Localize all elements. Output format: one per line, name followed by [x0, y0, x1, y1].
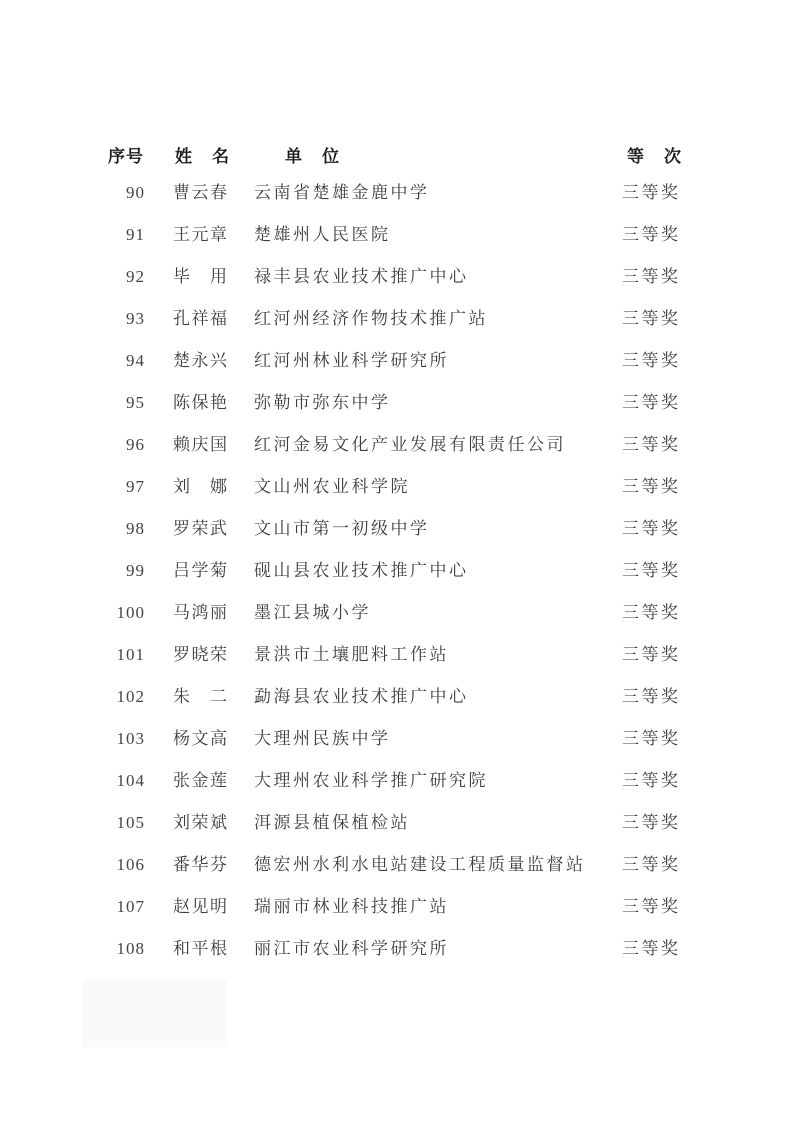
cell-unit: 楚雄州人民医院	[254, 225, 391, 244]
cell-award-level: 三等奖	[622, 561, 681, 580]
cell-unit: 勐海县农业技术推广中心	[254, 687, 469, 706]
cell-award-level: 三等奖	[622, 519, 681, 538]
cell-serial-number: 99	[126, 561, 145, 580]
table-row	[0, 351, 793, 371]
cell-serial-number: 94	[126, 351, 145, 370]
cell-unit: 文山州农业科学院	[254, 477, 410, 496]
header-serial-number: 序号	[108, 147, 144, 166]
cell-name: 朱 二	[173, 687, 229, 706]
cell-serial-number: 106	[116, 855, 145, 874]
cell-unit: 瑞丽市林业科技推广站	[254, 897, 449, 916]
table-row	[0, 477, 793, 497]
cell-unit: 大理州农业科学推广研究院	[254, 771, 488, 790]
cell-award-level: 三等奖	[622, 435, 681, 454]
cell-name: 番华芬	[173, 855, 229, 874]
table-row	[0, 519, 793, 539]
cell-name: 罗晓荣	[173, 645, 229, 664]
cell-name: 刘 娜	[173, 477, 229, 496]
table-row	[0, 561, 793, 581]
cell-award-level: 三等奖	[622, 729, 681, 748]
table-row	[0, 855, 793, 875]
cell-name: 毕 用	[173, 267, 229, 286]
cell-name: 楚永兴	[173, 351, 229, 370]
cell-award-level: 三等奖	[622, 477, 681, 496]
cell-award-level: 三等奖	[622, 267, 681, 286]
table-header-row	[0, 146, 793, 168]
cell-award-level: 三等奖	[622, 225, 681, 244]
table-row	[0, 897, 793, 917]
cell-name: 陈保艳	[173, 393, 229, 412]
cell-serial-number: 103	[116, 729, 145, 748]
table-row	[0, 435, 793, 455]
cell-serial-number: 93	[126, 309, 145, 328]
table-row	[0, 939, 793, 959]
cell-unit: 洱源县植保植检站	[254, 813, 410, 832]
cell-serial-number: 104	[116, 771, 145, 790]
cell-unit: 文山市第一初级中学	[254, 519, 430, 538]
cell-unit: 墨江县城小学	[254, 603, 371, 622]
cell-unit: 云南省楚雄金鹿中学	[254, 183, 430, 202]
table-row	[0, 225, 793, 245]
cell-serial-number: 102	[116, 687, 145, 706]
cell-serial-number: 100	[116, 603, 145, 622]
cell-name: 张金莲	[173, 771, 229, 790]
table-row	[0, 183, 793, 203]
cell-serial-number: 92	[126, 267, 145, 286]
cell-name: 杨文高	[173, 729, 229, 748]
cell-unit: 红河金易文化产业发展有限责任公司	[254, 435, 566, 454]
cell-serial-number: 97	[126, 477, 145, 496]
cell-serial-number: 105	[116, 813, 145, 832]
cell-serial-number: 96	[126, 435, 145, 454]
header-award-level: 等 次	[627, 147, 683, 166]
cell-name: 马鸿丽	[173, 603, 229, 622]
cell-award-level: 三等奖	[622, 309, 681, 328]
cell-serial-number: 91	[126, 225, 145, 244]
cell-unit: 弥勒市弥东中学	[254, 393, 391, 412]
cell-award-level: 三等奖	[622, 939, 681, 958]
table-row	[0, 267, 793, 287]
cell-name: 曹云春	[173, 183, 229, 202]
table-row	[0, 309, 793, 329]
table-row	[0, 729, 793, 749]
cell-unit: 红河州林业科学研究所	[254, 351, 449, 370]
cell-name: 赖庆国	[173, 435, 229, 454]
table-row	[0, 771, 793, 791]
cell-award-level: 三等奖	[622, 183, 681, 202]
cell-award-level: 三等奖	[622, 855, 681, 874]
cell-award-level: 三等奖	[622, 393, 681, 412]
cell-name: 和平根	[173, 939, 229, 958]
cell-name: 刘荣斌	[173, 813, 229, 832]
cell-unit: 丽江市农业科学研究所	[254, 939, 449, 958]
cell-serial-number: 108	[116, 939, 145, 958]
cell-award-level: 三等奖	[622, 771, 681, 790]
header-name: 姓 名	[175, 147, 231, 166]
cell-name: 王元章	[173, 225, 229, 244]
cell-name: 赵见明	[173, 897, 229, 916]
cell-unit: 景洪市土壤肥料工作站	[254, 645, 449, 664]
cell-name: 罗荣武	[173, 519, 229, 538]
cell-award-level: 三等奖	[622, 897, 681, 916]
header-unit: 单 位	[285, 147, 341, 166]
cell-serial-number: 95	[126, 393, 145, 412]
cell-serial-number: 90	[126, 183, 145, 202]
table-row	[0, 813, 793, 833]
cell-award-level: 三等奖	[622, 813, 681, 832]
cell-award-level: 三等奖	[622, 603, 681, 622]
cell-name: 孔祥福	[173, 309, 229, 328]
cell-serial-number: 107	[116, 897, 145, 916]
cell-unit: 砚山县农业技术推广中心	[254, 561, 469, 580]
cell-name: 吕学菊	[173, 561, 229, 580]
scan-artifact-rectangle	[82, 980, 227, 1047]
cell-award-level: 三等奖	[622, 687, 681, 706]
cell-unit: 禄丰县农业技术推广中心	[254, 267, 469, 286]
cell-serial-number: 101	[116, 645, 145, 664]
table-row	[0, 393, 793, 413]
table-row	[0, 603, 793, 623]
cell-unit: 大理州民族中学	[254, 729, 391, 748]
cell-award-level: 三等奖	[622, 645, 681, 664]
table-body	[0, 183, 793, 981]
cell-award-level: 三等奖	[622, 351, 681, 370]
cell-unit: 德宏州水利水电站建设工程质量监督站	[254, 855, 586, 874]
cell-serial-number: 98	[126, 519, 145, 538]
table-row	[0, 687, 793, 707]
cell-unit: 红河州经济作物技术推广站	[254, 309, 488, 328]
table-row	[0, 645, 793, 665]
